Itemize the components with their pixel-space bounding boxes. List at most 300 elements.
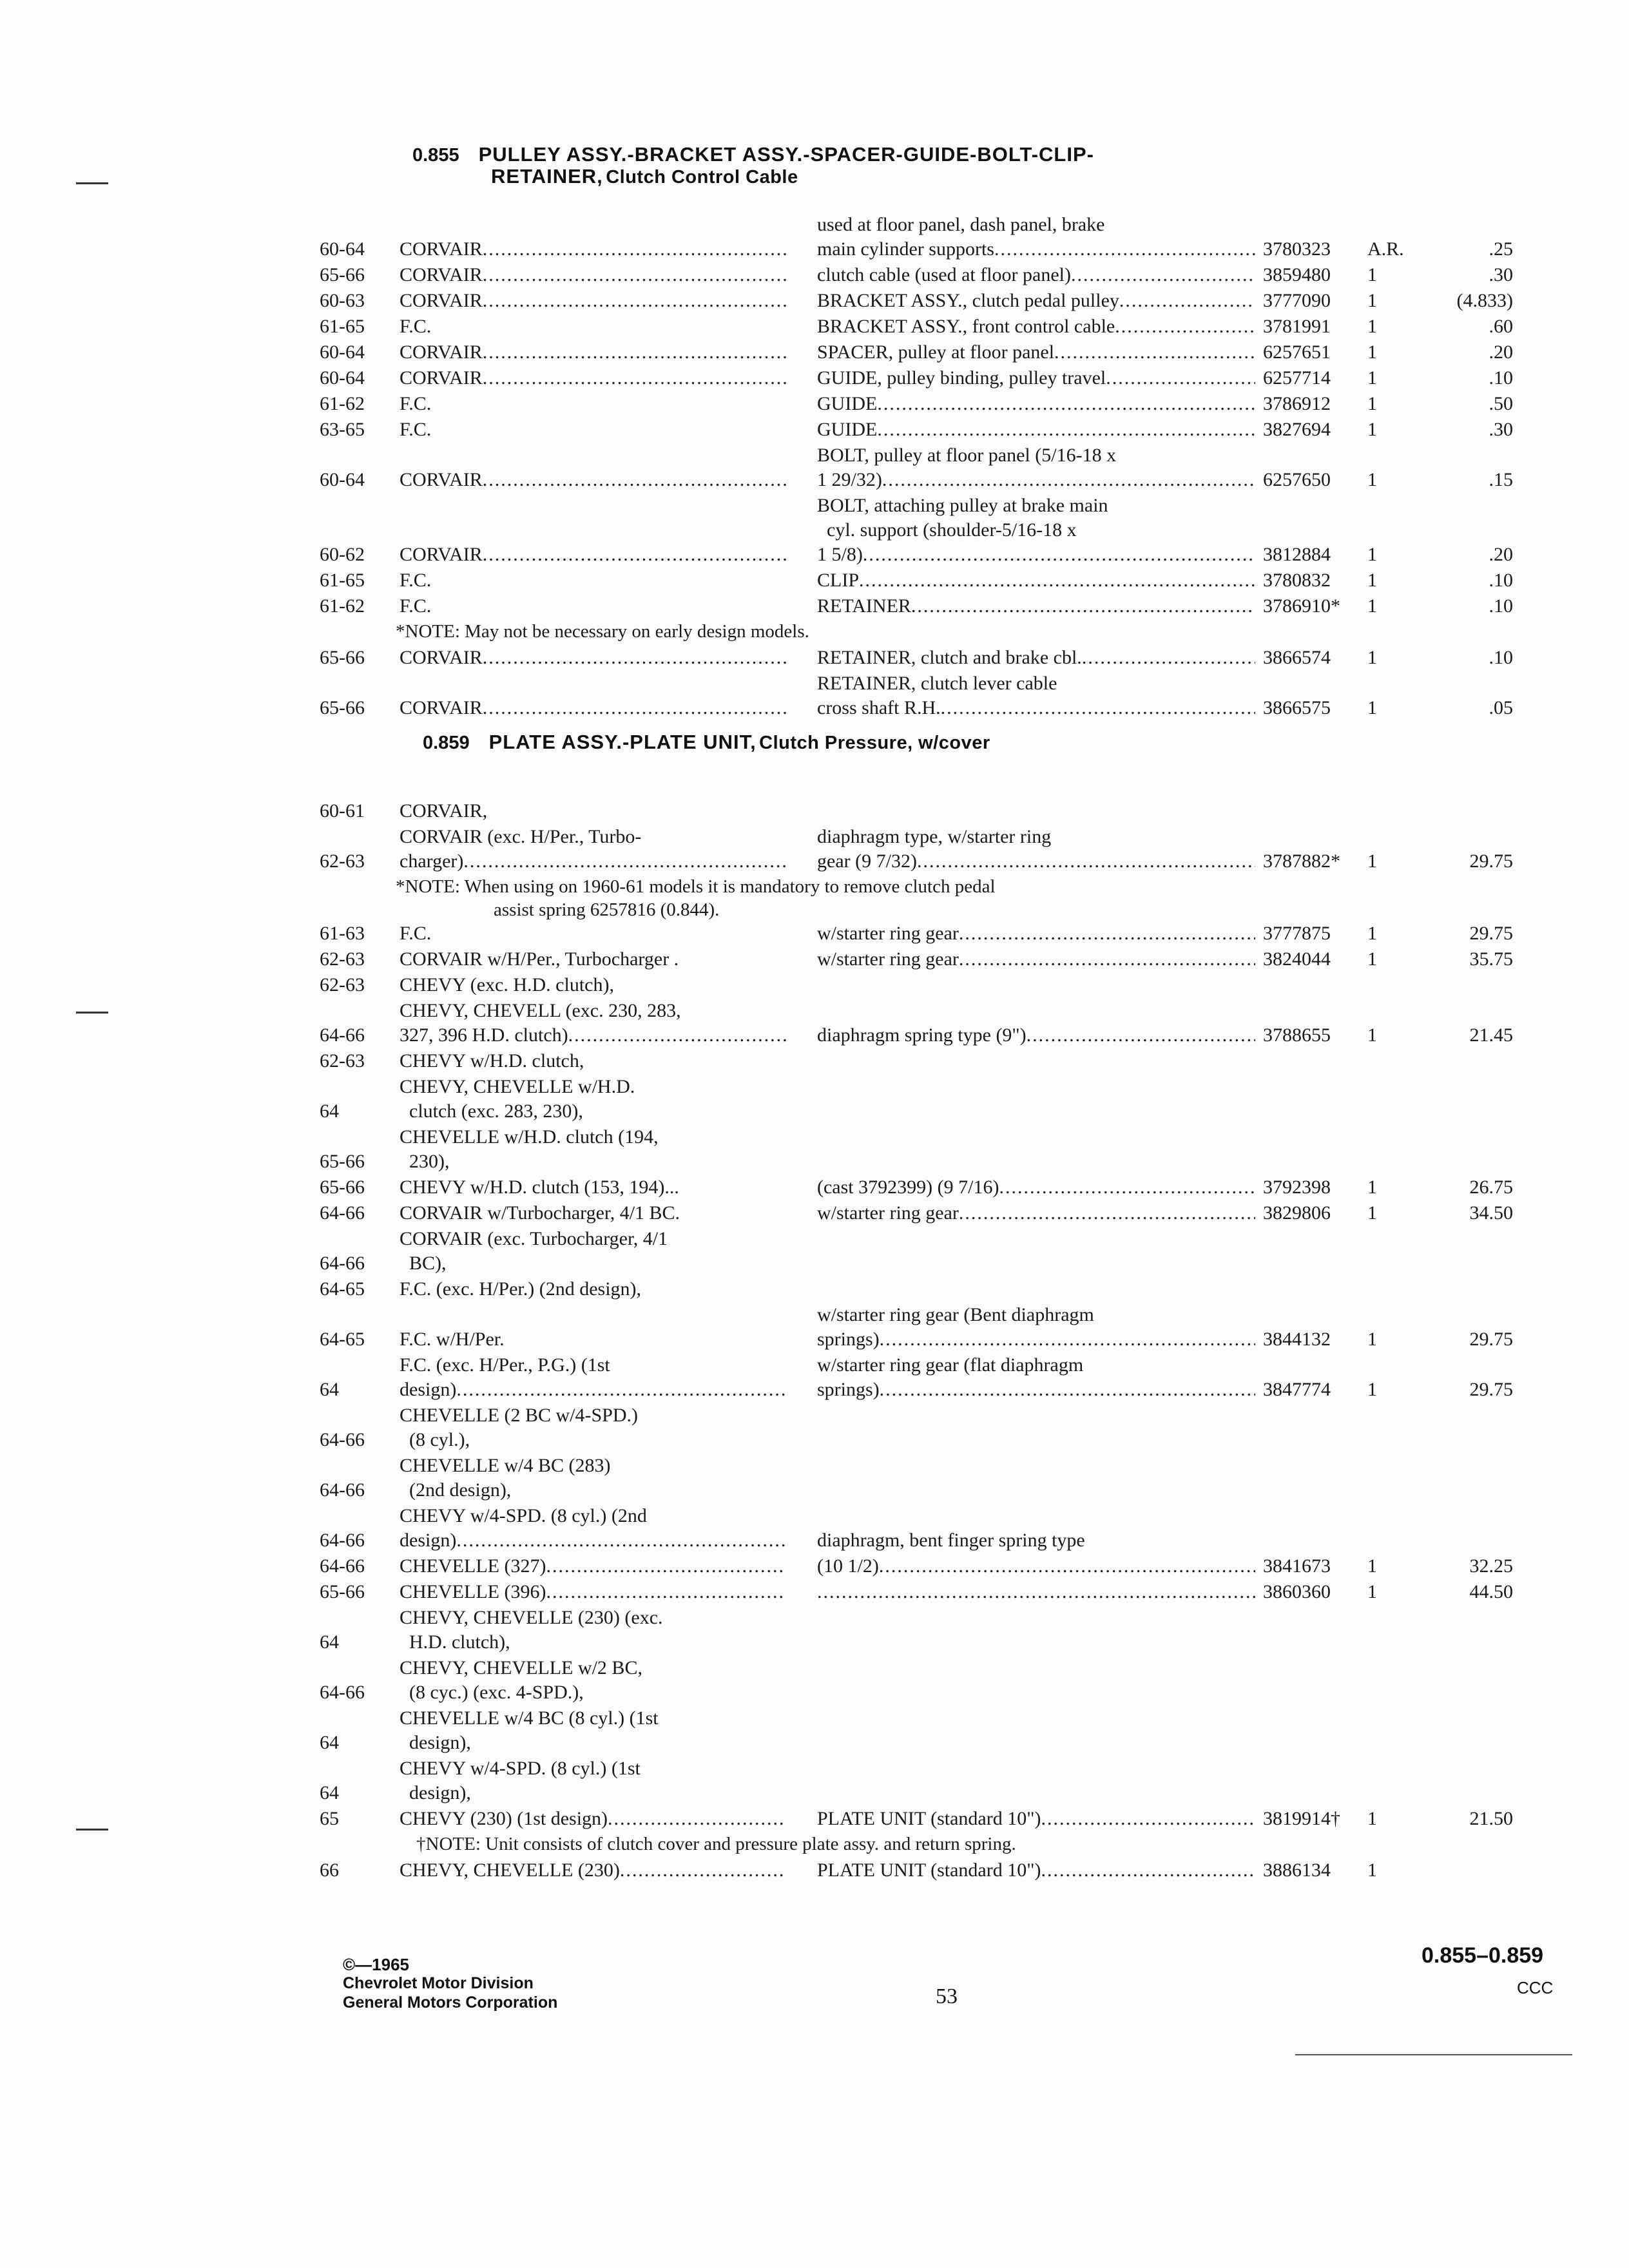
description-text: diaphragm, bent finger spring type <box>817 1530 1085 1551</box>
section-title-line2: RETAINER, <box>491 165 603 187</box>
price: 34.50 <box>1469 1202 1513 1224</box>
description <box>817 314 1255 339</box>
dot-leader <box>483 263 786 287</box>
quantity: 1 <box>1367 948 1377 970</box>
model-text: F.C. <box>400 316 432 337</box>
margin-mark <box>76 1829 108 1831</box>
description-text: cross shaft R.H. <box>817 697 941 718</box>
section-heading <box>412 143 1094 166</box>
description-text: RETAINER, clutch lever cable <box>817 673 1057 694</box>
model-text: CHEVY, CHEVELL (exc. 230, 283, <box>400 1000 681 1021</box>
code: CCC <box>1517 1978 1554 1997</box>
model-years: 62-63 <box>320 1050 365 1072</box>
model-years: 65-66 <box>320 264 365 285</box>
model-years: 60-63 <box>320 290 365 311</box>
quantity: 1 <box>1367 1581 1377 1602</box>
price: .60 <box>1489 316 1513 337</box>
model <box>400 1504 786 1553</box>
description <box>817 1201 1255 1225</box>
model-text: CHEVY w/4-SPD. (8 cyl.) (1st <box>400 1758 641 1779</box>
description <box>817 646 1255 670</box>
model-text: F.C. <box>400 595 432 617</box>
description-text: cyl. support (shoulder-5/16-18 x <box>817 519 1077 541</box>
model-text: F.C. (exc. H/Per., P.G.) (1st <box>400 1354 610 1376</box>
part-number: 3777090 <box>1263 290 1331 311</box>
quantity: 1 <box>1367 647 1377 668</box>
model-years: 64-66 <box>320 1024 365 1046</box>
description <box>817 418 1255 442</box>
dot-leader <box>463 849 786 874</box>
model <box>400 696 786 720</box>
price: .30 <box>1489 264 1513 285</box>
part-number: 3788655 <box>1263 1024 1331 1046</box>
model-years: 62-63 <box>320 974 365 995</box>
dot-leader <box>1115 314 1255 339</box>
description-text: BOLT, attaching pulley at brake main <box>817 495 1108 516</box>
quantity: 1 <box>1367 341 1377 363</box>
dot-leader <box>880 1378 1255 1402</box>
model-years: 66 <box>320 1860 339 1881</box>
model-text: CHEVY w/H.D. clutch, <box>400 1050 584 1072</box>
copyright: ©—1965 <box>343 1955 409 1974</box>
description <box>817 568 1255 593</box>
model-text: CORVAIR <box>400 290 483 311</box>
model-text: charger) <box>400 850 464 872</box>
price: 29.75 <box>1469 1329 1513 1350</box>
dot-leader <box>608 1807 786 1831</box>
model <box>400 1075 786 1124</box>
price: .05 <box>1489 697 1513 718</box>
model-text: CORVAIR, <box>400 800 488 822</box>
price: 35.75 <box>1469 948 1513 970</box>
model-text: F.C. <box>400 570 432 591</box>
model-text: F.C. <box>400 923 432 944</box>
part-number: 3792398 <box>1263 1177 1331 1198</box>
description-text: RETAINER, clutch and brake cbl. <box>817 647 1082 668</box>
dot-leader <box>941 696 1255 720</box>
dot-leader <box>817 1580 1255 1604</box>
description-text: BOLT, pulley at floor panel (5/16-18 x <box>817 445 1117 466</box>
model <box>400 1049 786 1073</box>
model-years: 64 <box>320 1379 339 1400</box>
description-text: SPACER, pulley at floor panel <box>817 341 1055 363</box>
model-text: CORVAIR <box>400 341 483 363</box>
model <box>400 263 786 287</box>
model-text: CHEVY, CHEVELLE w/H.D. <box>400 1076 635 1097</box>
model-years: 60-62 <box>320 544 365 565</box>
model <box>400 1353 786 1402</box>
description-text: springs) <box>817 1329 880 1350</box>
model-years: 60-64 <box>320 238 365 260</box>
part-number: 3781991 <box>1263 316 1331 337</box>
model-text: CORVAIR <box>400 544 483 565</box>
description-text: GUIDE <box>817 393 878 414</box>
dot-leader <box>456 1528 786 1553</box>
bottom-rule <box>1295 2054 1572 2055</box>
model-years: 64 <box>320 1100 339 1122</box>
model-years: 63-65 <box>320 419 365 440</box>
part-number: 3777875 <box>1263 923 1331 944</box>
description <box>817 1807 1255 1831</box>
description <box>817 1353 1255 1402</box>
dot-leader <box>859 568 1255 593</box>
model-years: 61-63 <box>320 923 365 944</box>
price: .10 <box>1489 570 1513 591</box>
price: 29.75 <box>1469 1379 1513 1400</box>
model <box>400 366 786 390</box>
model-years: 61-62 <box>320 393 365 414</box>
model-text: CHEVY, CHEVELLE (230) (exc. <box>400 1607 663 1628</box>
part-number: 3886134 <box>1263 1860 1331 1881</box>
model-text: CORVAIR <box>400 647 483 668</box>
quantity: 1 <box>1367 316 1377 337</box>
model <box>400 1756 786 1805</box>
model-text: F.C. <box>400 393 432 414</box>
model <box>400 1175 786 1200</box>
dot-leader <box>999 1175 1255 1200</box>
price: .20 <box>1489 341 1513 363</box>
part-number: 3819914† <box>1263 1808 1340 1829</box>
part-number: 3841673 <box>1263 1555 1331 1577</box>
model-text: F.C. (exc. H/Per.) (2nd design), <box>400 1278 642 1300</box>
dot-leader <box>546 1580 786 1604</box>
dot-leader <box>1041 1858 1255 1883</box>
description-text: gear (9 7/32) <box>817 850 917 872</box>
description-text: BRACKET ASSY., clutch pedal pulley <box>817 290 1119 311</box>
price: 21.45 <box>1469 1024 1513 1046</box>
model-text: BC), <box>400 1253 447 1274</box>
section-heading-line2 <box>491 165 798 188</box>
note: †NOTE: Unit consists of clutch cover and pressure plate assy. and return spring. <box>416 1834 1016 1854</box>
model-text: (8 cyc.) (exc. 4-SPD.), <box>400 1682 584 1703</box>
margin-mark <box>76 1012 108 1014</box>
model-text: CHEVELLE w/H.D. clutch (194, <box>400 1126 659 1148</box>
description <box>817 671 1255 720</box>
part-number: 3866574 <box>1263 647 1331 668</box>
description-text: BRACKET ASSY., front control cable <box>817 316 1115 337</box>
dot-leader <box>1054 340 1255 365</box>
model-text: CORVAIR w/H/Per., Turbocharger . <box>400 948 679 970</box>
model <box>400 1454 786 1503</box>
model-text: (2nd design), <box>400 1479 512 1501</box>
dot-leader <box>483 468 786 492</box>
description-text: GUIDE <box>817 419 878 440</box>
quantity: 1 <box>1367 290 1377 311</box>
dot-leader <box>911 594 1255 619</box>
model-years: 60-61 <box>320 800 365 822</box>
description <box>817 392 1255 416</box>
description <box>817 494 1255 567</box>
model-text: CORVAIR w/Turbocharger, 4/1 BC. <box>400 1202 680 1224</box>
model-text: 327, 396 H.D. clutch) <box>400 1024 568 1046</box>
model <box>400 568 786 593</box>
model-text: CHEVELLE w/4 BC (283) <box>400 1455 611 1476</box>
model-years: 64-66 <box>320 1530 365 1551</box>
price: 44.50 <box>1469 1581 1513 1602</box>
model <box>400 392 786 416</box>
dot-leader <box>483 646 786 670</box>
model-years: 62-63 <box>320 948 365 970</box>
quantity: 1 <box>1367 1860 1377 1881</box>
model <box>400 1277 786 1302</box>
dot-leader <box>1106 366 1255 390</box>
model-years: 64 <box>320 1782 339 1803</box>
price: .30 <box>1489 419 1513 440</box>
quantity: 1 <box>1367 1379 1377 1400</box>
model <box>400 1706 786 1755</box>
dot-leader <box>620 1858 786 1883</box>
model-text: CORVAIR (exc. H/Per., Turbo- <box>400 826 642 847</box>
price: .10 <box>1489 647 1513 668</box>
model <box>400 340 786 365</box>
part-number: 6257650 <box>1263 469 1331 490</box>
description <box>817 289 1255 313</box>
quantity: 1 <box>1367 1808 1377 1829</box>
model <box>400 947 786 972</box>
description-text: 1 29/32) <box>817 469 882 490</box>
model-years: 64-66 <box>320 1253 365 1274</box>
model-years: 64 <box>320 1631 339 1653</box>
model <box>400 1656 786 1705</box>
quantity: 1 <box>1367 570 1377 591</box>
dot-leader <box>483 696 786 720</box>
dot-leader <box>456 1378 786 1402</box>
model <box>400 973 786 997</box>
description-text: GUIDE, pulley binding, pulley travel <box>817 367 1106 389</box>
dot-leader <box>917 849 1255 874</box>
description <box>817 340 1255 365</box>
description-text: CLIP <box>817 570 860 591</box>
part-number: 3812884 <box>1263 544 1331 565</box>
description <box>817 443 1255 492</box>
model-text: CHEVELLE (2 BC w/4-SPD.) <box>400 1405 638 1426</box>
division: Chevrolet Motor Division <box>343 1974 534 1992</box>
model <box>400 1858 786 1883</box>
price: (4.833) <box>1456 290 1513 311</box>
dot-leader <box>959 947 1255 972</box>
model <box>400 237 786 262</box>
section-title: PLATE ASSY.-PLATE UNIT, <box>488 731 757 753</box>
price: 29.75 <box>1469 850 1513 872</box>
description-text: w/starter ring gear <box>817 948 959 970</box>
dot-leader <box>994 237 1255 262</box>
page-number: 53 <box>936 1984 958 2008</box>
dot-leader <box>483 543 786 567</box>
quantity: 1 <box>1367 595 1377 617</box>
model-years: 61-65 <box>320 316 365 337</box>
description <box>817 999 1255 1048</box>
part-number: 3844132 <box>1263 1329 1331 1350</box>
note: *NOTE: When using on 1960-61 models it is mandatory to remove clutch pedal <box>396 876 996 897</box>
description-text <box>817 999 1255 1023</box>
model-years: 64 <box>320 1732 339 1753</box>
model <box>400 1606 786 1655</box>
section-heading <box>423 731 990 754</box>
description-text: w/starter ring gear (Bent diaphragm <box>817 1304 1094 1325</box>
model <box>400 646 786 670</box>
model-text: CORVAIR <box>400 697 483 718</box>
price: .20 <box>1489 544 1513 565</box>
part-number: 3786912 <box>1263 393 1331 414</box>
model-text: CHEVY w/4-SPD. (8 cyl.) (2nd <box>400 1505 647 1526</box>
part-number: 3824044 <box>1263 948 1331 970</box>
description-text: springs) <box>817 1379 880 1400</box>
part-number: 6257714 <box>1263 367 1331 389</box>
quantity: 1 <box>1367 264 1377 285</box>
dot-leader <box>959 1201 1255 1225</box>
description <box>817 921 1255 946</box>
model-text: CORVAIR <box>400 238 483 260</box>
part-number: 3860360 <box>1263 1581 1331 1602</box>
quantity: 1 <box>1367 697 1377 718</box>
description-text: diaphragm type, w/starter ring <box>817 826 1052 847</box>
description-text: RETAINER <box>817 595 911 617</box>
description-text: diaphragm spring type (9") <box>817 1024 1027 1046</box>
model-text: (8 cyl.), <box>400 1429 470 1450</box>
quantity: 1 <box>1367 469 1377 490</box>
price: 21.50 <box>1469 1808 1513 1829</box>
model <box>400 289 786 313</box>
model <box>400 799 786 823</box>
part-number: 3866575 <box>1263 697 1331 718</box>
section-subtitle: Clutch Control Cable <box>606 167 798 187</box>
section-number: 0.855 <box>412 145 459 166</box>
dot-leader <box>1071 263 1255 287</box>
model-text: CHEVY w/H.D. clutch (153, 194)... <box>400 1177 679 1198</box>
part-number: 3827694 <box>1263 419 1331 440</box>
description-text: 1 5/8) <box>817 544 863 565</box>
quantity: 1 <box>1367 850 1377 872</box>
model-text: CHEVELLE (396) <box>400 1581 546 1602</box>
model-years: 60-64 <box>320 367 365 389</box>
margin-mark <box>76 182 108 184</box>
description-text: main cylinder supports <box>817 238 994 260</box>
model <box>400 1807 786 1831</box>
description-text: clutch cable (used at floor panel) <box>817 264 1071 285</box>
price: 26.75 <box>1469 1177 1513 1198</box>
part-number: 3780323 <box>1263 238 1331 260</box>
model-years: 64-66 <box>320 1682 365 1703</box>
price: .50 <box>1489 393 1513 414</box>
model-text: CHEVY (exc. H.D. clutch), <box>400 974 614 995</box>
model <box>400 921 786 946</box>
dot-leader <box>568 1023 786 1048</box>
description-text: PLATE UNIT (standard 10") <box>817 1860 1041 1881</box>
part-number: 3859480 <box>1263 264 1331 285</box>
price: .10 <box>1489 367 1513 389</box>
quantity: 1 <box>1367 1202 1377 1224</box>
model <box>400 594 786 619</box>
price: .10 <box>1489 595 1513 617</box>
model <box>400 999 786 1048</box>
price: 32.25 <box>1469 1555 1513 1577</box>
model-text: CHEVELLE w/4 BC (8 cyl.) (1st <box>400 1707 659 1729</box>
price: .25 <box>1489 238 1513 260</box>
dot-leader <box>959 921 1255 946</box>
dot-leader <box>880 1327 1255 1352</box>
section-range: 0.855–0.859 <box>1422 1943 1544 1968</box>
dot-leader <box>1041 1807 1255 1831</box>
model-years: 64-66 <box>320 1429 365 1450</box>
dot-leader <box>1082 646 1255 670</box>
description <box>817 1554 1255 1579</box>
model-text: CHEVY, CHEVELLE (230) <box>400 1860 620 1881</box>
model-text: CORVAIR (exc. Turbocharger, 4/1 <box>400 1228 668 1249</box>
description <box>817 1580 1255 1604</box>
model-text: CORVAIR <box>400 264 483 285</box>
model-text: design) <box>400 1530 457 1551</box>
model-text: design) <box>400 1379 457 1400</box>
dot-leader <box>483 237 786 262</box>
model <box>400 1227 786 1276</box>
model-years: 65-66 <box>320 697 365 718</box>
quantity: A.R. <box>1367 238 1404 260</box>
dot-leader <box>879 1554 1255 1579</box>
note-continuation: assist spring 6257816 (0.844). <box>494 899 720 920</box>
model-text: CHEVY, CHEVELLE w/2 BC, <box>400 1657 642 1678</box>
model-years: 60-64 <box>320 341 365 363</box>
description <box>817 213 1255 262</box>
description <box>817 1303 1255 1352</box>
description-text: w/starter ring gear (flat diaphragm <box>817 1354 1084 1376</box>
description <box>817 825 1255 874</box>
model <box>400 1580 786 1604</box>
part-number: 3829806 <box>1263 1202 1331 1224</box>
quantity: 1 <box>1367 923 1377 944</box>
description-text: (10 1/2) <box>817 1555 879 1577</box>
part-number: 6257651 <box>1263 341 1331 363</box>
model <box>400 1327 786 1352</box>
model-text: 230), <box>400 1151 450 1172</box>
note: *NOTE: May not be necessary on early design models. <box>396 621 809 642</box>
model-years: 64-65 <box>320 1329 365 1350</box>
model-years: 65-66 <box>320 1151 365 1172</box>
model <box>400 825 786 874</box>
dot-leader <box>1027 1023 1255 1048</box>
part-number: 3847774 <box>1263 1379 1331 1400</box>
description <box>817 263 1255 287</box>
quantity: 1 <box>1367 1329 1377 1350</box>
description <box>817 366 1255 390</box>
dot-leader <box>882 468 1255 492</box>
dot-leader <box>483 289 786 313</box>
model <box>400 1403 786 1452</box>
model-years: 64-65 <box>320 1278 365 1300</box>
dot-leader <box>863 543 1255 567</box>
model-text: clutch (exc. 283, 230), <box>400 1100 583 1122</box>
model-years: 62-63 <box>320 850 365 872</box>
description-text: PLATE UNIT (standard 10") <box>817 1808 1041 1829</box>
section-subtitle: Clutch Pressure, w/cover <box>759 733 990 753</box>
description-text: used at floor panel, dash panel, brake <box>817 214 1105 235</box>
model-years: 65 <box>320 1808 339 1829</box>
quantity: 1 <box>1367 393 1377 414</box>
dot-leader <box>546 1554 786 1579</box>
model-years: 64-66 <box>320 1202 365 1224</box>
model <box>400 543 786 567</box>
model-years: 64-66 <box>320 1555 365 1577</box>
model-text: H.D. clutch), <box>400 1631 510 1653</box>
model-years: 60-64 <box>320 469 365 490</box>
part-number: 3787882* <box>1263 850 1340 872</box>
quantity: 1 <box>1367 544 1377 565</box>
model <box>400 468 786 492</box>
part-number: 3786910* <box>1263 595 1340 617</box>
model-text: CHEVY (230) (1st design) <box>400 1808 608 1829</box>
dot-leader <box>877 418 1255 442</box>
model-text: design), <box>400 1782 471 1803</box>
model-text: CORVAIR <box>400 367 483 389</box>
